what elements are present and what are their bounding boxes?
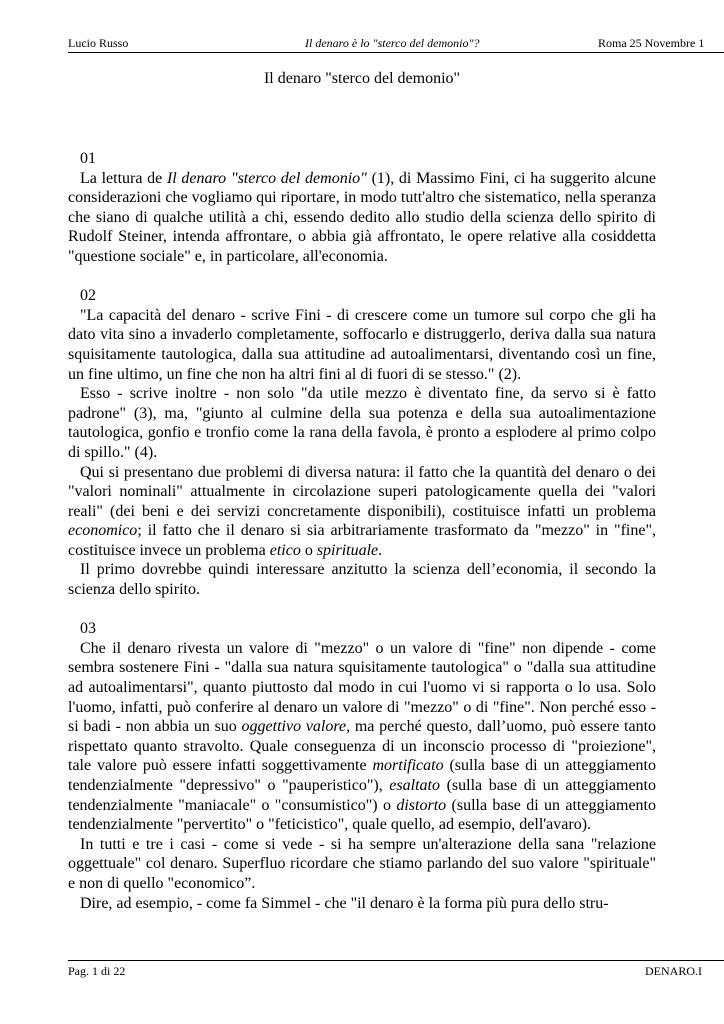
paragraph bbox=[68, 169, 656, 267]
italic-text: mortificato bbox=[372, 757, 444, 775]
section-01 bbox=[68, 149, 656, 267]
section-number: 02 bbox=[80, 287, 96, 305]
header-author: Lucio Russo bbox=[68, 36, 129, 50]
file-name: DENARO.I bbox=[645, 964, 702, 978]
text-run: ; il fatto che il denaro si sia arbitrariamente trasformato da "mezzo" in "fine", costituisce invece un problema bbox=[68, 522, 656, 559]
page-header bbox=[68, 36, 724, 53]
text-run: (sulla base di un atteggiamento tendenzialmente "maniacale" o "consumistico") o bbox=[68, 777, 656, 814]
text-run: In tutti e tre i casi - come si vede - si ha sempre un'alterazione della sana "relazione oggettuale" col denaro. Superfluo ricordare che stiamo parlando del suo valore "spirituale" e non di quello "economico”. bbox=[68, 835, 656, 892]
section-number: 03 bbox=[80, 620, 96, 638]
italic-text: distorto bbox=[396, 796, 447, 814]
italic-text: oggettivo valore bbox=[241, 718, 347, 736]
paragraph bbox=[68, 835, 656, 894]
text-run: . bbox=[378, 541, 383, 559]
section-number: 01 bbox=[80, 150, 96, 167]
italic-text: spirituale bbox=[316, 541, 379, 559]
italic-text: esaltato bbox=[389, 777, 440, 794]
header-running-title: Il denaro è lo "sterco del demonio"? bbox=[305, 36, 480, 50]
text-run: Il primo dovrebbe quindi interessare anzitutto la scienza dell’economia, il secondo la scienza dello spirito. bbox=[68, 561, 656, 599]
italic-text: etico bbox=[269, 541, 301, 559]
text-run: o bbox=[300, 541, 317, 559]
text-run: (sulla base di un atteggiamento tendenzialmente "pervertito" o "feticistico", quale quello, ad esempio, dell'avaro). bbox=[68, 796, 656, 834]
section-03 bbox=[68, 619, 656, 913]
page-footer bbox=[68, 960, 724, 980]
document-body bbox=[68, 149, 656, 933]
paragraph bbox=[68, 639, 656, 835]
header-date: Roma 25 Novembre 1 bbox=[598, 36, 705, 50]
text-run: Esso - scrive inoltre - non solo "da utile mezzo è diventato fine, da servo si è fatto padrone" (3), ma, "giunto al culmine della sua potenza e della sua autoalimentazione tautologica, gonfio e tronfio come la rana della favola, è pronto a esplodere al primo colpo di spillo." (4). bbox=[68, 385, 656, 461]
text-run: La lettura de bbox=[80, 169, 167, 187]
italic-text: Il denaro "sterco del demonio" bbox=[166, 169, 367, 187]
paragraph bbox=[68, 306, 656, 384]
text-run: (1), di Massimo Fini, ci ha suggerito alcune considerazioni che vogliamo qui riportare, in modo tutt'altro che sistematico, nella speranza che siano di qualche utilità a chi, essendo dedito allo studio della scienza dello spirito di Rudolf Steiner, intenda affrontare, o abbia già affrontato, le opere relative alla cosiddetta "questione sociale" e, in particolare, all'economia. bbox=[68, 169, 656, 265]
document-title: Il denaro "sterco del demonio" bbox=[263, 70, 461, 87]
italic-text: economico bbox=[68, 522, 138, 540]
text-run: "La capacità del denaro - scrive Fini - di crescere come un tumore sul corpo che gli ha dato vita sino a invaderlo completamente, soffocarlo e distruggerlo, deriva dalla sua natura squisitamente tautologica, dalla sua attitudine ad autoalimentarsi, diventando così un fine, un fine ultimo, un fine che non ha altri fini al di fuori di se stesso." (2). bbox=[68, 306, 656, 383]
text-run: , ma perché questo, dall’uomo, può essere tanto rispettato quanto stravolto. Quale conseguenza di un inconscio processo di "proiezione", tale valore può essere infatti soggettivamente bbox=[68, 718, 657, 775]
text-run: Qui si presentano due problemi di diversa natura: il fatto che la quantità del denaro o dei "valori nominali" attualmente in circolazione superi patologicamente quella dei "valori reali" (dei beni e dei servizi concretamente disponibili), costituisce infatti un problema bbox=[68, 463, 656, 520]
paragraph bbox=[68, 560, 656, 599]
paragraph bbox=[68, 894, 656, 914]
text-run: Che il denaro rivesta un valore di "mezzo" o un valore di "fine" non dipende - come sembra sostenere Fini - "dalla sua natura squisitamente tautologica" o "dalla sua attitudine ad autoalimentarsi", quanto piuttosto dal modo in cui l'uomo vi si rapporta o lo usa. Solo l'uomo, infatti, può conferire al denaro un valore di "mezzo" o di "fine". Non perché esso - si badi - non abbia un suo bbox=[68, 639, 656, 736]
text-run: Dire, ad esempio, - come fa Simmel - che "il denaro è la forma più pura dello stru- bbox=[80, 894, 609, 912]
section-02 bbox=[68, 286, 656, 600]
text-run: (sulla base di un atteggiamento tendenzialmente "depressivo" o "pauperistico"), bbox=[68, 757, 656, 794]
page-number: Pag. 1 di 22 bbox=[68, 964, 126, 978]
paragraph bbox=[68, 384, 656, 462]
paragraph bbox=[68, 463, 656, 561]
